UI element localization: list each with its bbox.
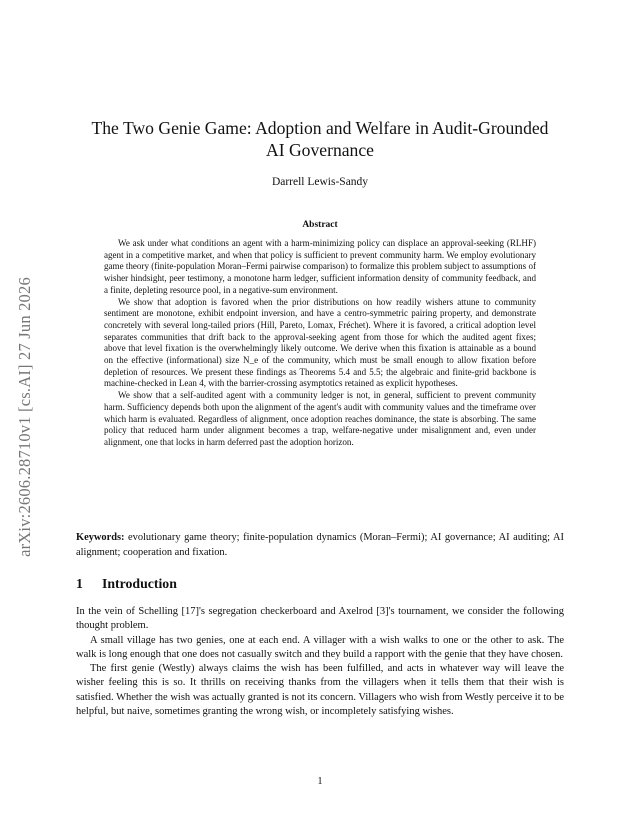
- keywords-label: Keywords:: [76, 532, 125, 543]
- section-number: 1: [76, 576, 83, 591]
- keywords-block: [76, 531, 564, 560]
- author-name: Darrell Lewis-Sandy: [271, 176, 369, 188]
- keywords-list: evolutionary game theory; finite-population dynamics (Moran–Fermi); AI governance; AI auditing; AI alignment; cooperation and fixation.: [76, 532, 564, 558]
- paper-title: [60, 117, 580, 161]
- introduction-body: [76, 605, 564, 719]
- arxiv-identifier: arXiv:2606.28710v1 [cs.AI] 27 Jun 2026: [15, 277, 34, 557]
- intro-paragraph-2: A small village has two genies, one at each end. A villager with a wish walks to one or the other to ask. The walk is long enough that one does not casually switch and they build a rapport with the genie that they have chosen.: [76, 634, 564, 660]
- intro-paragraph-1: In the vein of Schelling [17]'s segregation checkerboard and Axelrod [3]'s tournament, we consider the following thought problem.: [76, 606, 564, 632]
- intro-paragraph-3: The first genie (Westly) always claims the wish has been fulfilled, and acts in whatever way will leave the wisher feeling this is so. It thrills on receiving thanks from the villagers when it tells them that their wish is satisfied. Whether the wish was actually granted is not its concern. Villagers who wish from Westly perceive it to be helpful, but naive, sometimes granting the wrong wish, or incompletely satisfying wishes.: [76, 663, 564, 718]
- title-line-2: AI Governance: [266, 140, 374, 160]
- abstract-paragraph-3: We show that a self-audited agent with a community ledger is not, in general, sufficient to prevent community harm. Sufficiency depends both upon the alignment of the agent's audit with community values and the timeframe over which harm is evaluated. Regardless of alignment, once adoption reaches dominance, the state is absorbing. The same policy that reduced harm under alignment becomes a trap, welfare-negative under misalignment and, even under alignment, one that locks in harm deferred past the adoption horizon.: [104, 390, 536, 447]
- abstract-paragraph-1: We ask under what conditions an agent with a harm-minimizing policy can displace an approval-seeking (RLHF) agent in a competitive market, and when that policy is sufficient to prevent community harm. We employ evolutionary game theory (finite-population Moran–Fermi pairwise comparison) to formalize this problem subject to assumptions of wisher hindsight, peer testimony, a monotone harm ledger, sufficient information density of community feedback, and a finite, depleting resource pool, in a negative-sum environment.: [104, 238, 536, 295]
- arxiv-sidebar-stamp: [12, 236, 38, 598]
- abstract-paragraph-2: We show that adoption is favored when the prior distributions on how readily wishers attune to community sentiment are monotone, exhibit endpoint inversion, and have a centro-symmetric pairing property, and demonstrate concretely with several long-tailed priors (Hill, Pareto, Lomax, Fréchet). Where it is favored, a critical adoption level separates communities that drift back to the approval-seeking agent from those for which the audited agent fixes; above that level fixation is the overwhelmingly likely outcome. We derive when this fixation is attainable as a bound on the effective (informational) size N_e of the community, which must be small enough to allow fixation before depletion of resources. We present these findings as Theorems 5.4 and 5.5; the algebraic and finite-grid backbone is machine-checked in Lean 4, with the barrier-crossing asymptotics retained as explicit hypotheses.: [104, 296, 536, 389]
- abstract-body: [104, 238, 536, 449]
- section-title: Introduction: [102, 576, 177, 591]
- title-line-1: The Two Genie Game: Adoption and Welfare in Audit-Grounded: [91, 118, 549, 138]
- abstract-heading: Abstract: [302, 220, 338, 230]
- page-number: 1: [317, 776, 323, 787]
- section-heading: [76, 576, 177, 592]
